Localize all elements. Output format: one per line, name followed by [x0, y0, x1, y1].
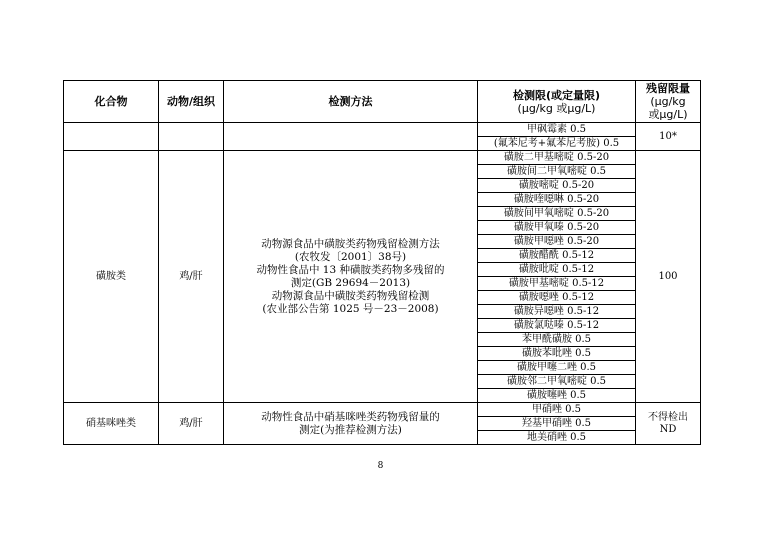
limit-cell: 磺胺邻二甲氧嘧啶 0.5 — [478, 375, 636, 389]
compound-cell: 磺胺类 — [64, 151, 159, 403]
header-mrl-line2: (μg/kg — [650, 95, 686, 108]
limit-cell: 磺胺苯吡唑 0.5 — [478, 347, 636, 361]
limit-cell: 磺胺间甲氧嘧啶 0.5-20 — [478, 207, 636, 221]
header-detection-limit — [478, 81, 636, 123]
animal-tissue-cell: 鸡/肝 — [159, 403, 224, 445]
method-cell — [224, 151, 478, 403]
table-header-row — [64, 81, 701, 123]
header-mrl-line3: 或μg/L) — [648, 108, 688, 121]
limit-cell: 磺胺醋酰 0.5-12 — [478, 249, 636, 263]
limit-cell: 磺胺氯哒嗪 0.5-12 — [478, 319, 636, 333]
mrl-cell: 100 — [636, 151, 701, 403]
method-line: 动物源食品中磺胺类药物残留检测方法 — [261, 237, 440, 250]
limit-cell: 磺胺吡啶 0.5-12 — [478, 263, 636, 277]
limit-cell: 磺胺噁唑 0.5-12 — [478, 291, 636, 305]
limit-cell: 磺胺喹噁啉 0.5-20 — [478, 193, 636, 207]
page-number: 8 — [377, 461, 384, 471]
table-row — [64, 123, 701, 137]
compound-cell: 硝基咪唑类 — [64, 403, 159, 445]
animal-tissue-cell: 鸡/肝 — [159, 151, 224, 403]
limit-cell: 磺胺甲氧嗪 0.5-20 — [478, 221, 636, 235]
limit-cell: 羟基甲硝唑 0.5 — [478, 417, 636, 431]
compound-cell — [64, 123, 159, 151]
limit-cell: 磺胺甲基嘧啶 0.5-12 — [478, 277, 636, 291]
header-animal-tissue: 动物/组织 — [159, 81, 224, 123]
method-line: 测定(为推荐检测方法) — [299, 423, 402, 436]
limit-cell: 磺胺嘧啶 0.5-20 — [478, 179, 636, 193]
limit-cell: 磺胺异噁唑 0.5-12 — [478, 305, 636, 319]
method-cell — [224, 403, 478, 445]
header-detection-limit-line2: (μg/kg 或μg/L) — [517, 101, 596, 115]
mrl-cell — [636, 403, 701, 445]
mrl-line: 不得检出 — [648, 411, 688, 423]
limit-cell: 苯甲酰磺胺 0.5 — [478, 333, 636, 347]
limit-cell: 磺胺噻唑 0.5 — [478, 389, 636, 403]
method-cell — [224, 123, 478, 151]
animal-tissue-cell — [159, 123, 224, 151]
limit-cell: 地美硝唑 0.5 — [478, 431, 636, 445]
header-detection-limit-line1: 检测限(或定量限) — [512, 88, 601, 102]
mrl-cell: 10* — [636, 123, 701, 151]
method-line: 动物性食品中硝基咪唑类药物残留量的 — [261, 410, 440, 423]
method-line: (农牧发〔2001〕38号) — [294, 250, 407, 263]
limit-cell: 磺胺间二甲氧嘧啶 0.5 — [478, 165, 636, 179]
method-line: (农业部公告第 1025 号－23－2008) — [262, 302, 439, 315]
limit-cell: (氟苯尼考+氟苯尼考胺) 0.5 — [478, 137, 636, 151]
limit-cell: 甲砜霉素 0.5 — [478, 123, 636, 137]
residue-limits-table — [63, 80, 701, 445]
limit-cell: 磺胺二甲基嘧啶 0.5-20 — [478, 151, 636, 165]
limit-cell: 磺胺甲噁唑 0.5-20 — [478, 235, 636, 249]
table-row — [64, 403, 701, 417]
limit-cell: 甲硝唑 0.5 — [478, 403, 636, 417]
mrl-line: ND — [659, 423, 677, 435]
header-mrl-line1: 残留限量 — [646, 82, 690, 95]
header-mrl — [636, 81, 701, 123]
table-row — [64, 151, 701, 165]
method-line: 动物源食品中磺胺类药物残留检测 — [271, 289, 430, 302]
method-line: 动物性食品中 13 种磺胺类药物多残留的 — [256, 263, 445, 276]
limit-cell: 磺胺甲噻二唑 0.5 — [478, 361, 636, 375]
method-line: 测定(GB 29694－2013) — [290, 276, 411, 289]
header-compound: 化合物 — [64, 81, 159, 123]
header-method: 检测方法 — [224, 81, 478, 123]
